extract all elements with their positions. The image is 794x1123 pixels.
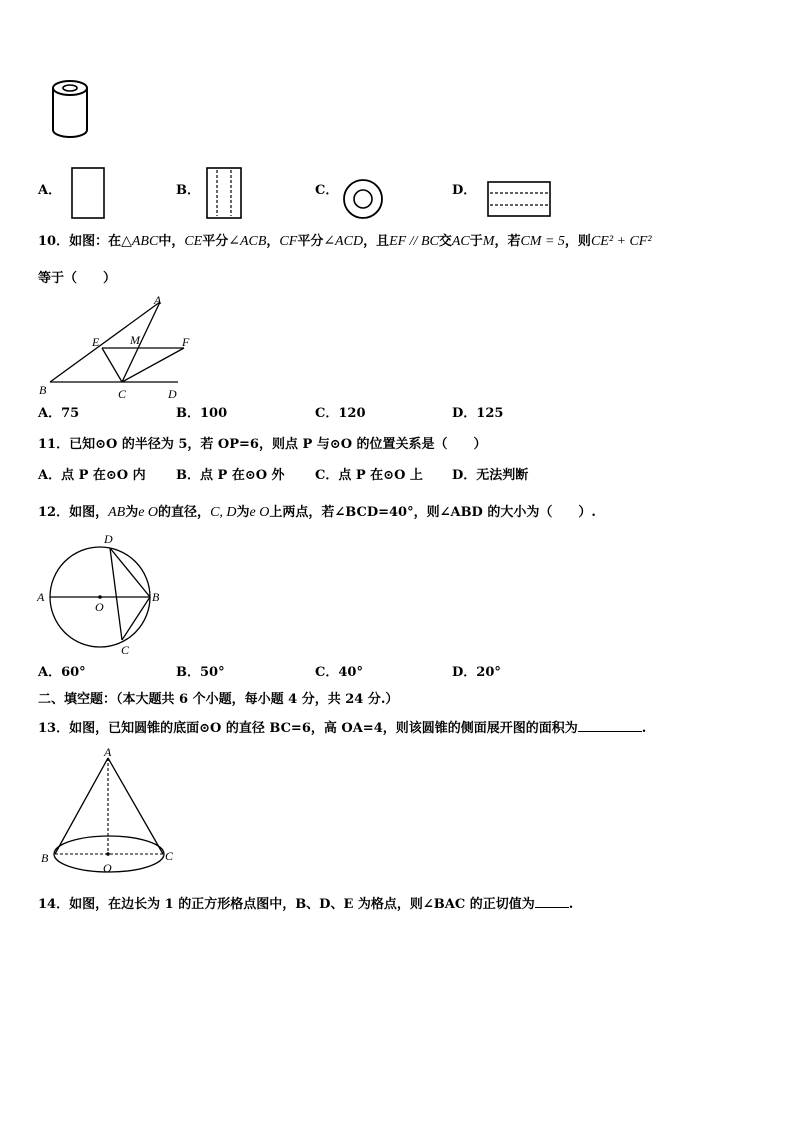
q10-figure [36, 294, 196, 402]
q10-text: ，则 [564, 234, 591, 249]
q9-option-b-label: B． [176, 183, 200, 198]
q12-rest: 上两点，若∠BCD=40°，则∠ABD 的大小为（ ）. [269, 505, 596, 520]
q10-ac: AC [451, 234, 470, 249]
q10-label-e: E [92, 335, 100, 349]
q10-option-a: A．75 [38, 406, 80, 421]
q10-stem-line2: 等于（ ） [38, 271, 117, 286]
q13-text: 13．如图，已知圆锥的底面⊙O 的直径 BC=6，高 OA=4，则该圆锥的侧面展开图的面积为 [38, 721, 578, 736]
q10-text: 平分 [297, 234, 324, 249]
q12-option-a: A．60° [38, 665, 86, 680]
q10-angle-acd: ∠ACD [323, 234, 364, 249]
q11-stem: 11．已知⊙O 的半径为 5，若 OP=6，则点 P 与⊙O 的位置关系是（ ） [38, 437, 487, 452]
q12-circle: e O [249, 505, 270, 520]
q10-text: 中， [158, 234, 185, 249]
q13-label-c: C [165, 849, 174, 863]
q10-cm: CM = 5 [520, 234, 565, 249]
q14-end: . [568, 897, 574, 912]
q10-text: ，若 [494, 234, 521, 249]
q13-label-o: O [103, 861, 112, 874]
q9-option-c-label: C． [315, 183, 339, 198]
q10-text: 交 [438, 234, 452, 249]
section-heading: 二、填空题：（本大题共 6 个小题，每小题 4 分，共 24 分.） [38, 692, 399, 707]
q9-option-d-label: D． [452, 183, 477, 198]
q12-option-b: B．50° [176, 665, 225, 680]
q13-answer-blank [578, 719, 642, 732]
q10-label-d: D [168, 387, 177, 401]
q10-label-b: B [39, 383, 47, 397]
q10-option-d: D．125 [452, 406, 504, 421]
q10-stem [38, 234, 652, 250]
q10-ce: CE [184, 234, 203, 249]
q14-text: 14．如图，在边长为 1 的正方形格点图中，B、D、E 为格点，则∠BAC 的正切值为 [38, 897, 535, 912]
q12-label-b: B [152, 590, 160, 604]
q10-angle-acb: ∠ACB [228, 234, 267, 249]
q12-stem [38, 505, 596, 521]
q12-figure [34, 530, 166, 660]
q12-circle: e O [138, 505, 159, 520]
q12-cd: C, D [210, 505, 237, 520]
q9-option-b-view [205, 166, 243, 220]
q10-option-c: C．120 [315, 406, 366, 421]
q10-text: ，且 [363, 234, 390, 249]
q13-label-b: B [41, 851, 49, 865]
q12-text: 的直径， [158, 505, 211, 520]
q10-cf: CF [279, 234, 298, 249]
q10-label-f: F [182, 335, 190, 349]
q13-cone-figure [36, 744, 182, 874]
q10-m: M [482, 234, 495, 249]
q9-option-a-view [70, 166, 106, 220]
q9-option-d-view [486, 180, 552, 220]
q10-prefix: 10．如图：在 [38, 234, 122, 249]
q12-option-c: C．40° [315, 665, 363, 680]
q11-option-a: A．点 P 在⊙O 内 [38, 468, 146, 483]
q12-label-d: D [104, 532, 113, 546]
q10-expression: CE² + CF² [590, 234, 652, 249]
q10-label-c: C [118, 387, 127, 401]
q10-parallel: EF // BC [389, 234, 439, 249]
q10-text: ， [266, 234, 280, 249]
q13-stem [38, 719, 646, 737]
q14-answer-blank [535, 895, 569, 908]
q12-text: 为 [236, 505, 250, 520]
q10-option-b: B．100 [176, 406, 228, 421]
q12-prefix: 12．如图， [38, 505, 109, 520]
q10-label-m: M [130, 333, 140, 347]
q10-triangle: △ABC [121, 234, 159, 249]
q11-option-d: D．无法判断 [452, 468, 529, 483]
q12-label-a: A [37, 590, 45, 604]
q10-label-a: A [154, 294, 162, 307]
q12-text: 为 [125, 505, 139, 520]
q12-option-d: D．20° [452, 665, 501, 680]
q13-end: . [641, 721, 647, 736]
q10-text: 于 [469, 234, 483, 249]
q9-cylinder-figure [45, 78, 95, 140]
q13-label-a: A [104, 745, 112, 759]
q11-option-c: C．点 P 在⊙O 上 [315, 468, 423, 483]
q12-label-o: O [95, 600, 104, 614]
q11-option-b: B．点 P 在⊙O 外 [176, 468, 285, 483]
q10-text: 平分 [202, 234, 229, 249]
q12-ab: AB [108, 505, 126, 520]
q12-label-c: C [121, 643, 130, 657]
q9-option-c-view [342, 178, 384, 220]
q9-option-a-label: A． [38, 183, 62, 198]
q14-stem [38, 895, 573, 913]
